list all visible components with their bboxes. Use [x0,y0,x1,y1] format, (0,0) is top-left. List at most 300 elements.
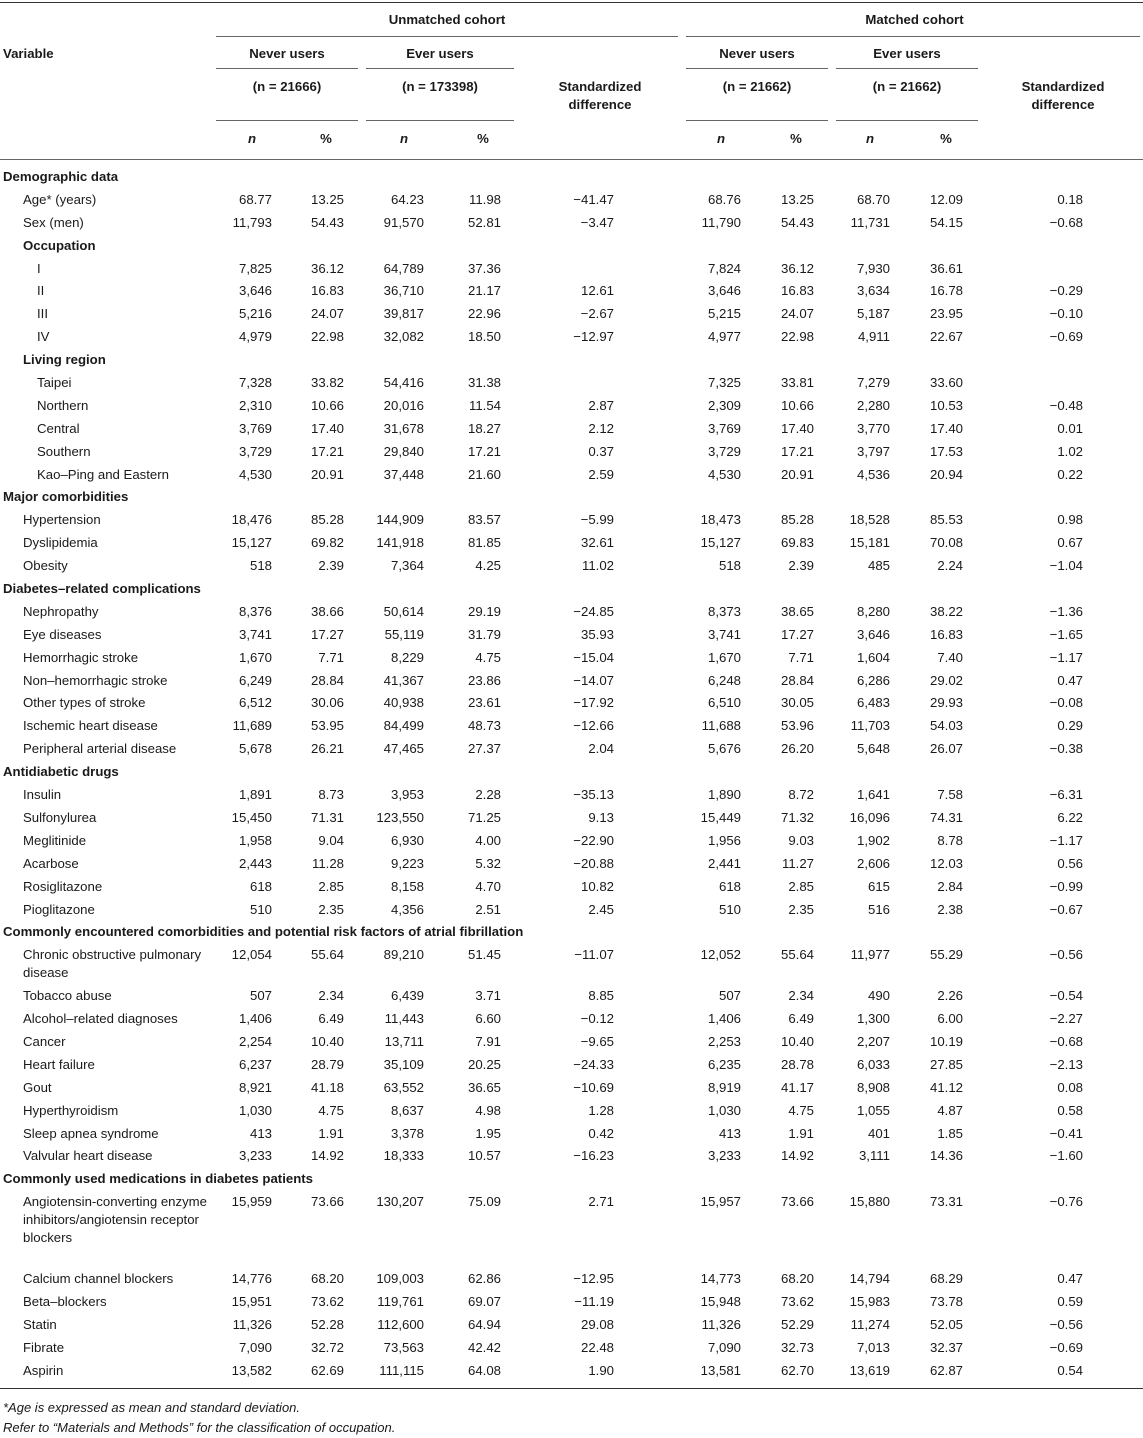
cell-matched-ever-n: 3,797 [856,443,890,459]
cell-unmatched-ever-pct: 81.85 [467,535,501,551]
cell-matched-never-pct: 2.34 [788,988,814,1004]
cell-unmatched-ever-n: 91,570 [383,214,424,230]
cell-matched-never-pct: 10.40 [780,1033,814,1049]
cell-matched-never-pct: 17.27 [780,626,814,642]
cell-unmatched-std-diff: 2.59 [588,466,614,482]
cell-unmatched-ever-n: 109,003 [376,1271,424,1287]
cell-matched-std-diff: 0.54 [1057,1362,1083,1378]
bottom-rule [0,1388,1143,1389]
table-row [0,328,1143,351]
cell-matched-never-pct: 55.64 [780,947,814,963]
cell-unmatched-never-n: 11,689 [232,718,272,734]
cell-matched-ever-n: 2,280 [856,397,890,413]
table-body [0,168,1143,1385]
cell-matched-never-n: 14,773 [700,1271,741,1287]
cell-matched-ever-n: 5,648 [856,741,890,757]
cell-unmatched-never-pct: 7.71 [318,649,344,665]
table-row [0,1362,1143,1385]
cell-matched-never-n: 2,441 [707,855,741,871]
cell-matched-ever-pct: 29.02 [929,672,963,688]
row-label: Insulin [23,787,62,803]
table-row [0,832,1143,855]
cell-unmatched-never-pct: 54.43 [310,214,344,230]
header-col-pct: % [790,131,802,146]
cell-unmatched-ever-pct: 37.36 [467,260,501,276]
table-row [0,1193,1143,1270]
cell-unmatched-ever-n: 6,439 [390,988,424,1004]
cell-unmatched-never-pct: 85.28 [310,512,344,528]
table-row [0,534,1143,557]
cell-matched-never-pct: 38.65 [780,603,814,619]
cell-matched-ever-n: 1,902 [856,832,890,848]
cell-matched-never-pct: 26.20 [780,741,814,757]
cell-matched-never-pct: 24.07 [780,306,814,322]
cell-unmatched-ever-n: 9,223 [390,855,424,871]
cell-matched-never-n: 15,948 [700,1293,741,1309]
cell-matched-never-n: 4,977 [707,329,741,345]
cell-matched-std-diff: −0.68 [1049,214,1083,230]
cell-unmatched-never-pct: 52.28 [310,1316,344,1332]
cell-unmatched-std-diff: −11.07 [574,947,614,963]
cell-matched-std-diff: 0.22 [1057,466,1083,482]
header-matched-never-users: Never users [719,46,795,61]
cell-unmatched-ever-pct: 23.86 [467,672,501,688]
row-label: Alcohol–related diagnoses [23,1011,178,1027]
cell-unmatched-std-diff: −10.69 [573,1079,614,1095]
cell-matched-ever-n: 6,483 [856,695,890,711]
cell-unmatched-never-n: 5,216 [238,306,272,322]
cell-unmatched-ever-pct: 21.17 [467,283,501,299]
cell-unmatched-ever-n: 40,938 [383,695,424,711]
cell-matched-never-pct: 53.96 [780,718,814,734]
cell-unmatched-std-diff: 2.45 [588,901,614,917]
cell-unmatched-never-n: 2,443 [238,855,272,871]
table-row [0,603,1143,626]
row-label: Hyperthyroidism [23,1102,119,1118]
cell-unmatched-std-diff: −14.07 [573,672,614,688]
cell-matched-std-diff: −1.17 [1049,649,1083,665]
cell-matched-ever-n: 1,300 [856,1011,890,1027]
cell-unmatched-ever-n: 144,909 [376,512,424,528]
cell-unmatched-never-n: 11,793 [232,214,272,230]
section-header-row [0,580,1143,603]
cell-unmatched-ever-pct: 22.96 [467,306,501,322]
cell-unmatched-never-pct: 13.25 [310,191,344,207]
table-row [0,717,1143,740]
cell-matched-ever-pct: 2.84 [937,878,963,894]
cell-unmatched-ever-n: 123,550 [376,809,424,825]
cell-matched-never-n: 4,530 [707,466,741,482]
row-label: Tobacco abuse [23,988,112,1004]
cell-unmatched-std-diff: 1.28 [588,1102,614,1118]
cell-matched-ever-n: 14,794 [849,1271,890,1287]
cell-matched-ever-pct: 8.78 [937,832,963,848]
cell-unmatched-never-pct: 33.82 [310,375,344,391]
row-label: Valvular heart disease [23,1148,153,1164]
cell-matched-ever-pct: 85.53 [929,512,963,528]
cell-matched-never-n: 3,741 [707,626,741,642]
cell-matched-never-pct: 73.66 [780,1194,814,1210]
cell-matched-never-n: 5,215 [707,306,741,322]
cell-unmatched-std-diff: 32.61 [580,535,614,551]
section-header-row [0,923,1143,946]
cell-unmatched-never-n: 1,958 [238,832,272,848]
header-std-diff-unmatched [530,78,670,114]
cell-matched-ever-pct: 14.36 [929,1148,963,1164]
rule-matched [686,36,1140,37]
cell-matched-ever-n: 68.70 [856,191,890,207]
cell-matched-ever-pct: 68.29 [929,1271,963,1287]
cell-matched-never-n: 8,373 [707,603,741,619]
cell-unmatched-ever-pct: 7.91 [475,1033,501,1049]
cell-matched-ever-pct: 16.83 [929,626,963,642]
cell-matched-ever-n: 3,770 [856,420,890,436]
cell-matched-ever-n: 2,207 [856,1033,890,1049]
cell-unmatched-std-diff: 1.90 [588,1362,614,1378]
cell-matched-std-diff: −0.08 [1049,695,1083,711]
cell-matched-ever-pct: 10.53 [929,397,963,413]
cell-unmatched-never-n: 7,328 [238,375,272,391]
table-row [0,672,1143,695]
cell-matched-never-n: 1,956 [707,832,741,848]
cell-unmatched-never-n: 8,376 [238,603,272,619]
cell-matched-never-pct: 30.05 [780,695,814,711]
cell-unmatched-ever-pct: 4.25 [475,558,501,574]
row-label: Statin [23,1316,57,1332]
rule-unmatched-never [216,68,358,69]
cell-unmatched-never-pct: 17.21 [310,443,344,459]
cell-matched-never-pct: 68.20 [780,1271,814,1287]
cell-matched-ever-n: 4,911 [857,329,890,345]
cell-unmatched-never-n: 413 [249,1125,272,1141]
cell-unmatched-ever-n: 35,109 [383,1056,424,1072]
table-row [0,1339,1143,1362]
cell-matched-never-n: 1,030 [707,1102,741,1118]
cell-unmatched-std-diff: 35.93 [580,626,614,642]
cell-unmatched-std-diff: −16.23 [573,1148,614,1164]
cell-unmatched-ever-n: 130,207 [376,1194,424,1210]
cell-matched-std-diff: −0.54 [1049,988,1083,1004]
cell-matched-ever-n: 18,528 [849,512,890,528]
cell-matched-ever-n: 485 [867,558,890,574]
cell-matched-never-pct: 17.40 [780,420,814,436]
cell-matched-ever-n: 1,604 [856,649,890,665]
cell-unmatched-std-diff: 10.82 [580,878,614,894]
cell-matched-never-n: 11,790 [701,214,741,230]
row-label: Cancer [23,1033,66,1049]
cell-unmatched-ever-n: 84,499 [383,718,424,734]
header-matched-ever-users: Ever users [873,46,941,61]
cell-matched-ever-n: 11,977 [850,947,890,963]
cell-matched-ever-pct: 17.40 [929,420,963,436]
cell-matched-ever-pct: 32.37 [929,1339,963,1355]
table-row [0,420,1143,443]
group-header-row [0,351,1143,374]
cell-unmatched-ever-pct: 36.65 [467,1079,501,1095]
cell-matched-ever-pct: 6.00 [937,1011,963,1027]
cell-unmatched-ever-n: 20,016 [383,397,424,413]
cell-unmatched-ever-pct: 23.61 [467,695,501,711]
cell-unmatched-ever-pct: 31.38 [467,375,501,391]
cell-unmatched-ever-n: 4,356 [390,901,424,917]
table-row [0,214,1143,237]
cell-matched-ever-pct: 10.19 [929,1033,963,1049]
cell-unmatched-never-n: 13,582 [231,1362,272,1378]
cell-unmatched-ever-pct: 64.08 [467,1362,501,1378]
cell-matched-never-pct: 10.66 [780,397,814,413]
cell-matched-never-pct: 36.12 [780,260,814,276]
row-label: Hypertension [23,512,101,528]
cell-unmatched-ever-n: 64,789 [383,260,424,276]
rule-matched-ever [836,68,978,69]
row-label: IV [37,329,50,345]
cell-matched-ever-n: 2,606 [856,855,890,871]
cell-unmatched-ever-n: 54,416 [383,375,424,391]
cell-matched-never-n: 3,729 [707,443,741,459]
cell-matched-std-diff: −0.76 [1049,1194,1083,1210]
cell-matched-never-n: 1,406 [707,1011,741,1027]
cell-unmatched-std-diff: −2.67 [580,306,614,322]
cell-unmatched-never-n: 12,054 [231,947,272,963]
header-matched-cohort: Matched cohort [865,12,964,27]
rule-unmatched-never-2 [216,120,358,121]
cell-matched-ever-n: 3,111 [858,1148,890,1164]
cell-matched-ever-n: 13,619 [849,1362,890,1378]
cell-unmatched-ever-n: 32,082 [383,329,424,345]
cell-unmatched-std-diff: −9.65 [580,1033,614,1049]
cell-unmatched-ever-n: 64.23 [390,191,424,207]
cell-unmatched-std-diff: −0.12 [580,1011,614,1027]
cell-unmatched-never-pct: 73.62 [310,1293,344,1309]
table-row [0,282,1143,305]
cell-matched-ever-pct: 7.58 [937,787,963,803]
cell-unmatched-ever-n: 41,367 [383,672,424,688]
cell-matched-std-diff: −0.56 [1049,947,1083,963]
cell-matched-never-pct: 4.75 [788,1102,814,1118]
cell-unmatched-never-pct: 38.66 [310,603,344,619]
cell-unmatched-ever-n: 89,210 [383,947,424,963]
table-row [0,946,1143,987]
cell-unmatched-never-pct: 2.35 [318,901,344,917]
row-label: Pioglitazone [23,901,95,917]
cell-unmatched-std-diff: −20.88 [573,855,614,871]
row-label: III [37,306,48,322]
cell-unmatched-ever-pct: 62.86 [467,1271,501,1287]
cell-matched-ever-pct: 36.61 [929,260,963,276]
table-row [0,305,1143,328]
cell-matched-never-n: 1,890 [707,787,741,803]
cell-unmatched-never-n: 3,769 [238,420,272,436]
row-label: Nephropathy [23,603,99,619]
cell-matched-ever-pct: 70.08 [929,535,963,551]
rule-matched-ever-2 [836,120,978,121]
cell-matched-ever-n: 615 [867,878,890,894]
cell-matched-ever-pct: 38.22 [929,603,963,619]
table-row [0,557,1143,580]
cell-matched-std-diff: 0.56 [1057,855,1083,871]
cell-matched-std-diff: 0.67 [1057,535,1083,551]
cell-matched-std-diff: 0.18 [1057,191,1083,207]
row-label: Commonly used medications in diabetes patients [3,1171,313,1187]
cell-unmatched-never-n: 15,127 [231,535,272,551]
cell-matched-never-n: 3,233 [707,1148,741,1164]
cell-matched-never-n: 510 [718,901,741,917]
cell-matched-ever-n: 7,013 [856,1339,890,1355]
cell-unmatched-never-pct: 41.18 [310,1079,344,1095]
cell-unmatched-ever-pct: 29.19 [467,603,501,619]
cell-matched-never-pct: 13.25 [780,191,814,207]
section-header-row [0,168,1143,191]
cell-unmatched-std-diff: −41.47 [573,191,614,207]
cell-matched-never-n: 518 [718,558,741,574]
cell-matched-never-pct: 28.78 [780,1056,814,1072]
cell-unmatched-never-pct: 16.83 [310,283,344,299]
row-label: Sleep apnea syndrome [23,1125,159,1141]
header-n-unmatched-ever: (n = 173398) [402,79,478,94]
cell-matched-std-diff: −1.36 [1049,603,1083,619]
cell-matched-ever-pct: 17.53 [929,443,963,459]
cell-matched-never-pct: 17.21 [780,443,814,459]
row-label: Ischemic heart disease [23,718,158,734]
footnote-age: *Age is expressed as mean and standard deviation. [3,1400,301,1415]
cell-unmatched-never-pct: 24.07 [310,306,344,322]
cell-unmatched-ever-n: 36,710 [383,283,424,299]
table-row [0,740,1143,763]
cell-matched-ever-n: 3,646 [856,626,890,642]
cell-matched-never-pct: 16.83 [780,283,814,299]
cell-matched-ever-n: 16,096 [849,809,890,825]
cell-unmatched-std-diff: 8.85 [588,988,614,1004]
cell-unmatched-std-diff: 2.71 [588,1194,614,1210]
cell-matched-std-diff: −1.04 [1049,558,1083,574]
cell-unmatched-never-n: 68.77 [238,191,272,207]
cell-unmatched-std-diff: −15.04 [573,649,614,665]
cell-matched-never-pct: 22.98 [780,329,814,345]
row-label: Aspirin [23,1362,64,1378]
cell-matched-never-pct: 71.32 [780,809,814,825]
row-label: Commonly encountered comorbidities and potential risk factors of atrial fibrillation [3,924,524,940]
cell-unmatched-std-diff: −22.90 [573,832,614,848]
cell-unmatched-ever-pct: 17.21 [467,443,501,459]
row-label: Rosiglitazone [23,878,103,894]
cell-matched-std-diff: −0.67 [1049,901,1083,917]
cell-unmatched-ever-n: 39,817 [383,306,424,322]
cell-matched-std-diff: −1.60 [1049,1148,1083,1164]
row-label: Fibrate [23,1339,65,1355]
cell-unmatched-std-diff: −11.19 [574,1293,614,1309]
cell-matched-ever-pct: 2.38 [937,901,963,917]
table-row [0,191,1143,214]
header-col-n: n [865,131,875,146]
header-col-pct: % [477,131,489,146]
cell-matched-never-pct: 28.84 [780,672,814,688]
cell-unmatched-never-pct: 26.21 [310,741,344,757]
row-label: Dyslipidemia [23,535,98,551]
cell-unmatched-never-n: 2,310 [238,397,272,413]
table-row [0,443,1143,466]
cell-matched-never-n: 3,646 [707,283,741,299]
cell-matched-ever-n: 8,908 [856,1079,890,1095]
cell-matched-std-diff: 0.98 [1057,512,1083,528]
table-row [0,1316,1143,1339]
cell-matched-never-n: 413 [718,1125,741,1141]
section-header-row [0,1170,1143,1193]
cell-matched-never-n: 18,473 [700,512,741,528]
cell-unmatched-ever-n: 3,953 [390,787,424,803]
cell-matched-ever-pct: 26.07 [929,741,963,757]
cell-unmatched-ever-pct: 4.75 [475,649,501,665]
cell-matched-ever-pct: 20.94 [929,466,963,482]
cell-unmatched-never-pct: 8.73 [318,787,344,803]
cell-matched-ever-pct: 54.03 [929,718,963,734]
cell-unmatched-ever-pct: 6.60 [475,1011,501,1027]
table-row [0,1102,1143,1125]
cell-matched-std-diff: −6.31 [1049,787,1083,803]
cell-unmatched-never-n: 6,249 [238,672,272,688]
cell-unmatched-std-diff: 29.08 [580,1316,614,1332]
cell-unmatched-ever-n: 111,115 [379,1362,424,1378]
row-label: Meglitinide [23,832,87,848]
table-row [0,786,1143,809]
cell-unmatched-never-pct: 28.84 [310,672,344,688]
cell-matched-std-diff: −0.69 [1049,329,1083,345]
cell-matched-never-pct: 6.49 [788,1011,814,1027]
cell-unmatched-never-pct: 2.34 [318,988,344,1004]
cell-matched-ever-pct: 73.31 [929,1194,963,1210]
cell-unmatched-never-n: 1,406 [238,1011,272,1027]
cell-unmatched-never-n: 15,959 [231,1194,272,1210]
cell-unmatched-ever-pct: 52.81 [467,214,501,230]
cell-matched-never-n: 11,688 [701,718,741,734]
cell-matched-never-n: 7,824 [707,260,741,276]
cell-unmatched-never-pct: 2.39 [318,558,344,574]
row-label: Sulfonylurea [23,809,97,825]
cell-matched-never-pct: 85.28 [780,512,814,528]
cell-matched-ever-n: 11,731 [850,214,890,230]
table-row [0,397,1143,420]
cell-matched-ever-n: 401 [867,1125,890,1141]
cell-unmatched-never-n: 11,326 [232,1316,272,1332]
section-header-row [0,488,1143,511]
row-label: Gout [23,1079,52,1095]
cell-unmatched-ever-pct: 71.25 [467,809,501,825]
cell-matched-ever-pct: 7.40 [937,649,963,665]
cell-unmatched-never-n: 5,678 [238,741,272,757]
cell-unmatched-ever-pct: 64.94 [467,1316,501,1332]
cell-unmatched-std-diff: −3.47 [580,214,614,230]
cell-matched-std-diff: −0.29 [1049,283,1083,299]
cell-matched-never-n: 12,052 [700,947,741,963]
cell-unmatched-ever-n: 37,448 [383,466,424,482]
cell-matched-never-n: 13,581 [700,1362,741,1378]
cell-matched-never-pct: 11.27 [781,855,814,871]
table-row [0,466,1143,489]
cell-matched-ever-n: 1,641 [856,787,890,803]
cell-unmatched-never-n: 3,233 [238,1148,272,1164]
cell-unmatched-ever-pct: 18.27 [467,420,501,436]
header-n-unmatched-never: (n = 21666) [252,79,322,94]
cell-matched-std-diff: −1.17 [1049,832,1083,848]
cell-unmatched-ever-pct: 83.57 [467,512,501,528]
cell-matched-ever-pct: 1.85 [937,1125,963,1141]
cell-unmatched-ever-n: 11,443 [384,1011,424,1027]
table-row [0,1270,1143,1293]
cell-unmatched-std-diff: −17.92 [573,695,614,711]
cell-unmatched-never-n: 3,729 [238,443,272,459]
table-row [0,1125,1143,1148]
cell-matched-ever-n: 6,286 [856,672,890,688]
cell-unmatched-never-pct: 14.92 [310,1148,344,1164]
